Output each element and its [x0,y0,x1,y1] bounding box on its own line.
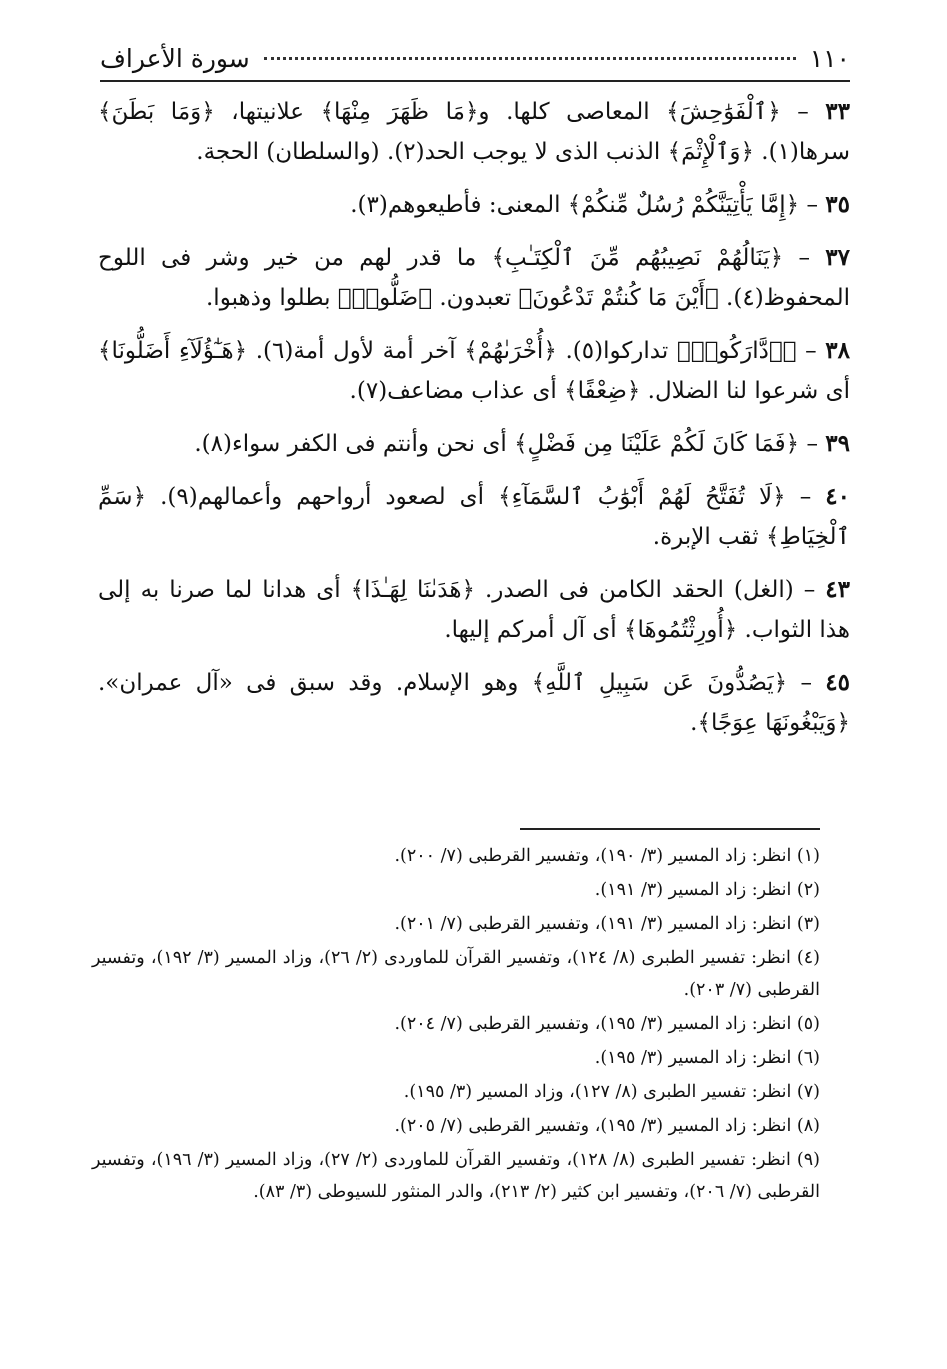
verse-number: ٣٩ [825,430,850,457]
footnote: (٣) انظر: زاد المسير (٣/ ١٩١)، وتفسير القرطبى (٧/ ٢٠١). [394,914,820,934]
footnote-separator [520,828,820,830]
entry-text: – ﴿فَمَا كَانَ لَكُمْ عَلَيْنَا مِن فَضْلٍ﴾ أى نحن وأنتم فى الكفر سواء(٨). [194,431,818,457]
footnote: (٩) انظر: تفسير الطبرى (٨/ ١٢٨)، وتفسير القرآن للماوردى (٢/ ٢٧)، وزاد المسير (٣/ ١٩٦)، وتفسير القرطبى (٧/ ٢٠٦)، وتفسير ابن كثير (٢/ ٢١٣)، والدر المنثور للسيوطى (٣/ ٨٣). [92,1150,820,1202]
verse-number: ٣٣ [825,98,851,125]
verse-number: ٣٧ [825,244,851,271]
verse-number: ٣٨ [825,337,850,364]
glossary-entry [98,185,850,225]
entry-text: – ﴿يَصُدُّونَ عَن سَبِيلِ ٱللَّهِ﴾ وهو الإسلام. وقد سبق فى «آل عمران». ﴿وَيَبْغُونَهَا عِوَجًا﴾. [98,670,850,736]
footnote: (٢) انظر: زاد المسير (٣/ ١٩١). [594,880,820,900]
dotted-leader [264,57,796,60]
entry-text: – ﴿لَا تُفَتَّحُ لَهُمْ أَبْوَٰبُ ٱلسَّمَآءِ﴾ أى لصعود أرواحهم وأعمالهم(٩). ﴿سَمِّ ٱلْخِيَاطِ﴾ ثقب الإبرة. [98,484,850,550]
entry-text: – ﴿يَنَالُهُمْ نَصِيبُهُم مِّنَ ٱلْكِتَـٰبِ﴾ ما قدر لهم من خير وشر فى اللوح المحفوظ(٤). ﴿أَيْنَ مَا كُنتُمْ تَدْعُونَ﴾ تعبدون. ﴿ضَلُّوا۟﴾ بطلوا وذهبوا. [98,245,850,311]
verse-number: ٣٥ [825,191,850,218]
glossary-entry [98,424,850,464]
footnote: (٦) انظر: زاد المسير (٣/ ١٩٥). [594,1048,820,1068]
verse-number: ٤٠ [825,483,850,510]
footnote: (١) انظر: زاد المسير (٣/ ١٩٠)، وتفسير القرطبى (٧/ ٢٠٠). [394,846,820,866]
glossary-entry [98,92,850,172]
glossary-entry [98,477,850,557]
running-header [100,36,850,82]
footnote: (٨) انظر: زاد المسير (٣/ ١٩٥)، وتفسير القرطبى (٧/ ٢٠٥). [394,1116,820,1136]
footnote: (٤) انظر: تفسير الطبرى (٨/ ١٢٤)، وتفسير القرآن للماوردى (٢/ ٢٦)، وزاد المسير (٣/ ١٩٢)، وتفسير القرطبى (٧/ ٢٠٣). [92,948,820,1000]
page-number: ١١٠ [809,43,850,73]
entry-text: – ﴿ٱلْفَوَٰحِشَ﴾ المعاصى كلها. و﴿مَا ظَهَرَ مِنْهَا﴾ علانيتها، ﴿وَمَا بَطَنَ﴾ سرها(١). ﴿وَٱلْإِثْمَ﴾ الذنب الذى لا يوجب الحد(٢). (والسلطان) الحجة. [98,99,850,165]
glossary-entry [98,570,850,650]
footnote: (٥) انظر: زاد المسير (٣/ ١٩٥)، وتفسير القرطبى (٧/ ٢٠٤). [394,1014,820,1034]
verse-glossary [98,92,850,756]
footnotes [92,840,820,1210]
entry-text: – ﴿إِمَّا يَأْتِيَنَّكُمْ رُسُلٌ مِّنكُمْ﴾ المعنى: فأطيعوهم(٣). [350,192,818,218]
verse-number: ٤٣ [825,576,850,603]
verse-number: ٤٥ [825,669,850,696]
entry-text: – (الغل) الحقد الكامن فى الصدر. ﴿هَدَىٰنَا لِهَـٰذَا﴾ أى هدانا لما صرنا به إلى هذا الثواب. ﴿أُورِثْتُمُوهَا﴾ أى آل أمركم إليها. [98,577,850,643]
glossary-entry [98,238,850,318]
glossary-entry [98,331,850,411]
entry-text: – ﴿ٱدَّارَكُوا۟﴾ تداركوا(٥). ﴿أُخْرَىٰهُمْ﴾ آخر أمة لأول أمة(٦). ﴿هَـٰٓؤُلَآءِ أَضَلُّونَا﴾ أى شرعوا لنا الضلال. ﴿ضِعْفًا﴾ أى عذاب مضاعف(٧). [98,338,850,404]
glossary-entry [98,663,850,743]
footnote: (٧) انظر: تفسير الطبرى (٨/ ١٢٧)، وزاد المسير (٣/ ١٩٥). [403,1082,820,1102]
surah-title: سورة الأعراف [100,43,250,73]
